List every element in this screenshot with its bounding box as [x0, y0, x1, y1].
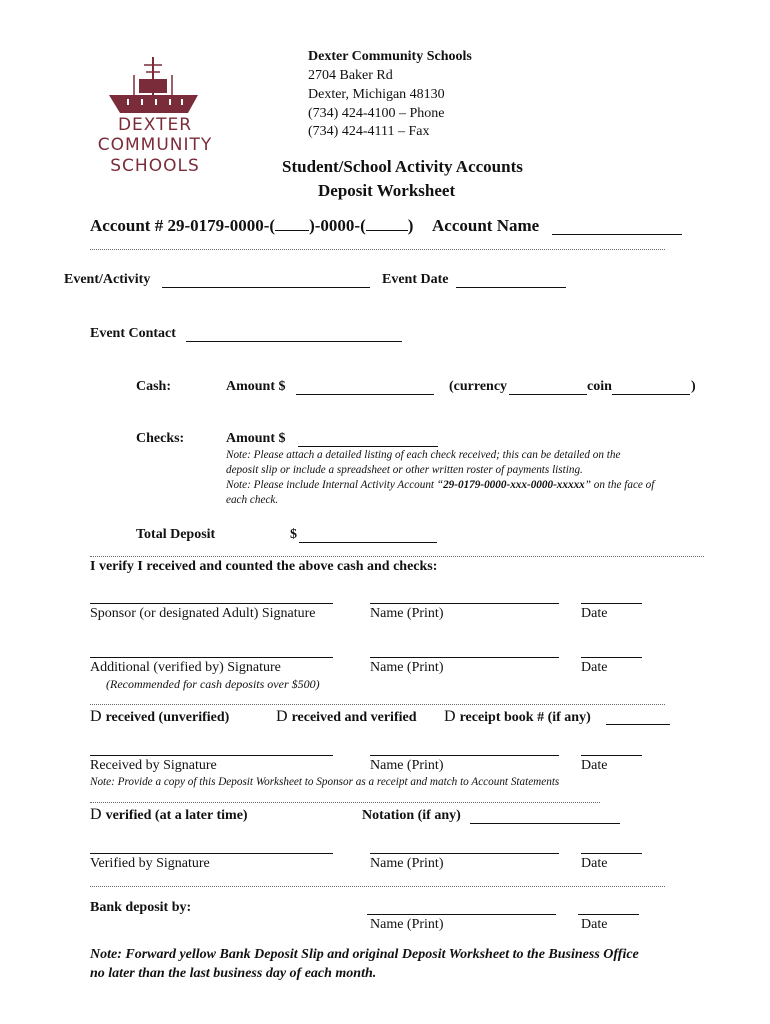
event-contact-label: Event Contact: [90, 326, 176, 341]
footer-note-1: Note: Forward yellow Bank Deposit Slip and original Deposit Worksheet to the Business Office: [90, 947, 639, 962]
checks-note-4: each check.: [226, 494, 279, 506]
sponsor-signature-label: Sponsor (or designated Adult) Signature: [90, 606, 316, 621]
cash-currency-label: (currency: [449, 379, 508, 394]
account-number-suffix: ): [407, 216, 414, 235]
divider-2: [90, 556, 704, 557]
verified-signature-label: Verified by Signature: [90, 856, 210, 871]
verified-name-label: Name (Print): [370, 856, 444, 871]
receipt-book-box[interactable]: D: [444, 708, 456, 725]
verified-signature-field[interactable]: [90, 853, 333, 854]
received-name-label: Name (Print): [370, 758, 444, 773]
event-contact-field[interactable]: [186, 341, 402, 342]
total-dollar-sign: $: [290, 527, 297, 542]
additional-signature-label: Additional (verified by) Signature: [90, 660, 281, 675]
checks-note-3: [226, 479, 654, 491]
page-title: Student/School Activity Accounts: [282, 157, 523, 176]
bank-date-label: Date: [581, 917, 608, 932]
received-signature-field[interactable]: [90, 755, 333, 756]
received-signature-label: Received by Signature: [90, 758, 217, 773]
checks-note-1: Note: Please attach a detailed listing of each check received; this can be detailed on the: [226, 449, 621, 461]
received-date-label: Date: [581, 758, 608, 773]
event-date-field[interactable]: [456, 287, 566, 288]
logo-line-1: DEXTER: [117, 115, 193, 135]
received-unverified-box[interactable]: D: [90, 708, 102, 725]
event-activity-field[interactable]: [162, 287, 370, 288]
sponsor-signature-field[interactable]: [90, 603, 333, 604]
cash-label: Cash:: [136, 379, 172, 394]
recommend-note: (Recommended for cash deposits over $500): [106, 677, 320, 691]
account-blank-2[interactable]: [366, 216, 408, 231]
cash-currency-field[interactable]: [509, 394, 587, 395]
sponsor-date-label: Date: [581, 606, 608, 621]
verified-date-label: Date: [581, 856, 608, 871]
notation-field[interactable]: [470, 823, 620, 824]
additional-date-field[interactable]: [581, 657, 642, 658]
cash-amount-label: Amount $: [226, 379, 286, 394]
received-unverified-option[interactable]: [90, 708, 229, 726]
cash-coin-field[interactable]: [612, 394, 690, 395]
cash-amount-field[interactable]: [296, 394, 434, 395]
bank-name-label: Name (Print): [370, 917, 444, 932]
checks-note-3-start: Note: Please include Internal Activity Account “: [226, 479, 444, 491]
checks-note-2: deposit slip or include a spreadsheet or other written roster of payments listing.: [226, 464, 583, 476]
address-fax: (734) 424-4111 – Fax: [308, 124, 430, 139]
notation-label: Notation (if any): [362, 808, 461, 823]
sponsor-date-field[interactable]: [581, 603, 642, 604]
account-number-mid: )-0000-(: [309, 216, 366, 235]
logo-line-3: SCHOOLS: [110, 156, 200, 176]
verified-box[interactable]: D: [90, 806, 102, 823]
bank-deposit-label: Bank deposit by:: [90, 900, 192, 915]
verified-label: verified (at a later time): [105, 808, 248, 823]
received-verified-option[interactable]: [276, 708, 417, 726]
checks-label: Checks:: [136, 431, 185, 446]
divider-3: [90, 704, 665, 705]
bank-name-field[interactable]: [367, 914, 556, 915]
checks-amount-field[interactable]: [298, 446, 438, 447]
checks-note-3-end: ” on the face of: [584, 479, 655, 491]
received-name-field[interactable]: [370, 755, 559, 756]
event-activity-label: Event/Activity: [64, 272, 151, 287]
additional-date-label: Date: [581, 660, 608, 675]
school-name: Dexter Community Schools: [308, 49, 472, 64]
verified-name-field[interactable]: [370, 853, 559, 854]
verified-date-field[interactable]: [581, 853, 642, 854]
page-subtitle: Deposit Worksheet: [318, 181, 456, 200]
received-verified-label: received and verified: [291, 710, 417, 725]
additional-name-field[interactable]: [370, 657, 559, 658]
sponsor-name-label: Name (Print): [370, 606, 444, 621]
account-number-label: [90, 216, 413, 236]
divider-5: [90, 886, 665, 887]
address-street: 2704 Baker Rd: [308, 68, 393, 83]
received-date-field[interactable]: [581, 755, 642, 756]
logo: [84, 55, 226, 180]
bank-date-field[interactable]: [578, 914, 639, 915]
cash-close-paren: ): [691, 379, 696, 394]
divider-1: [90, 249, 665, 250]
footer-note-2: no later than the last business day of each month.: [90, 966, 377, 981]
received-unverified-label: received (unverified): [105, 710, 230, 725]
receipt-book-label: receipt book # (if any): [459, 710, 591, 725]
account-blank-1[interactable]: [275, 216, 309, 231]
checks-note-3-account: 29-0179-0000-xxx-0000-xxxxx: [443, 479, 585, 491]
ship-icon: [84, 55, 226, 117]
verify-heading: I verify I received and counted the above cash and checks:: [90, 559, 438, 574]
account-name-label: Account Name: [432, 216, 540, 235]
receipt-book-option[interactable]: [444, 708, 591, 726]
event-date-label: Event Date: [382, 272, 449, 287]
account-number-prefix: Account # 29-0179-0000-(: [90, 216, 276, 235]
checks-amount-label: Amount $: [226, 431, 286, 446]
sponsor-name-field[interactable]: [370, 603, 559, 604]
received-note: Note: Provide a copy of this Deposit Worksheet to Sponsor as a receipt and match to Account Statements: [90, 776, 560, 788]
received-verified-box[interactable]: D: [276, 708, 288, 725]
receipt-book-field[interactable]: [606, 724, 670, 725]
address-city: Dexter, Michigan 48130: [308, 87, 445, 102]
cash-coin-label: coin: [587, 379, 612, 394]
total-deposit-label: Total Deposit: [136, 527, 216, 542]
account-name-field[interactable]: [552, 234, 682, 235]
verified-option[interactable]: [90, 806, 248, 824]
additional-signature-field[interactable]: [90, 657, 333, 658]
address-phone: (734) 424-4100 – Phone: [308, 106, 445, 121]
divider-4: [90, 802, 600, 803]
logo-line-2: COMMUNITY: [97, 135, 213, 155]
additional-name-label: Name (Print): [370, 660, 444, 675]
total-deposit-field[interactable]: [299, 542, 437, 543]
